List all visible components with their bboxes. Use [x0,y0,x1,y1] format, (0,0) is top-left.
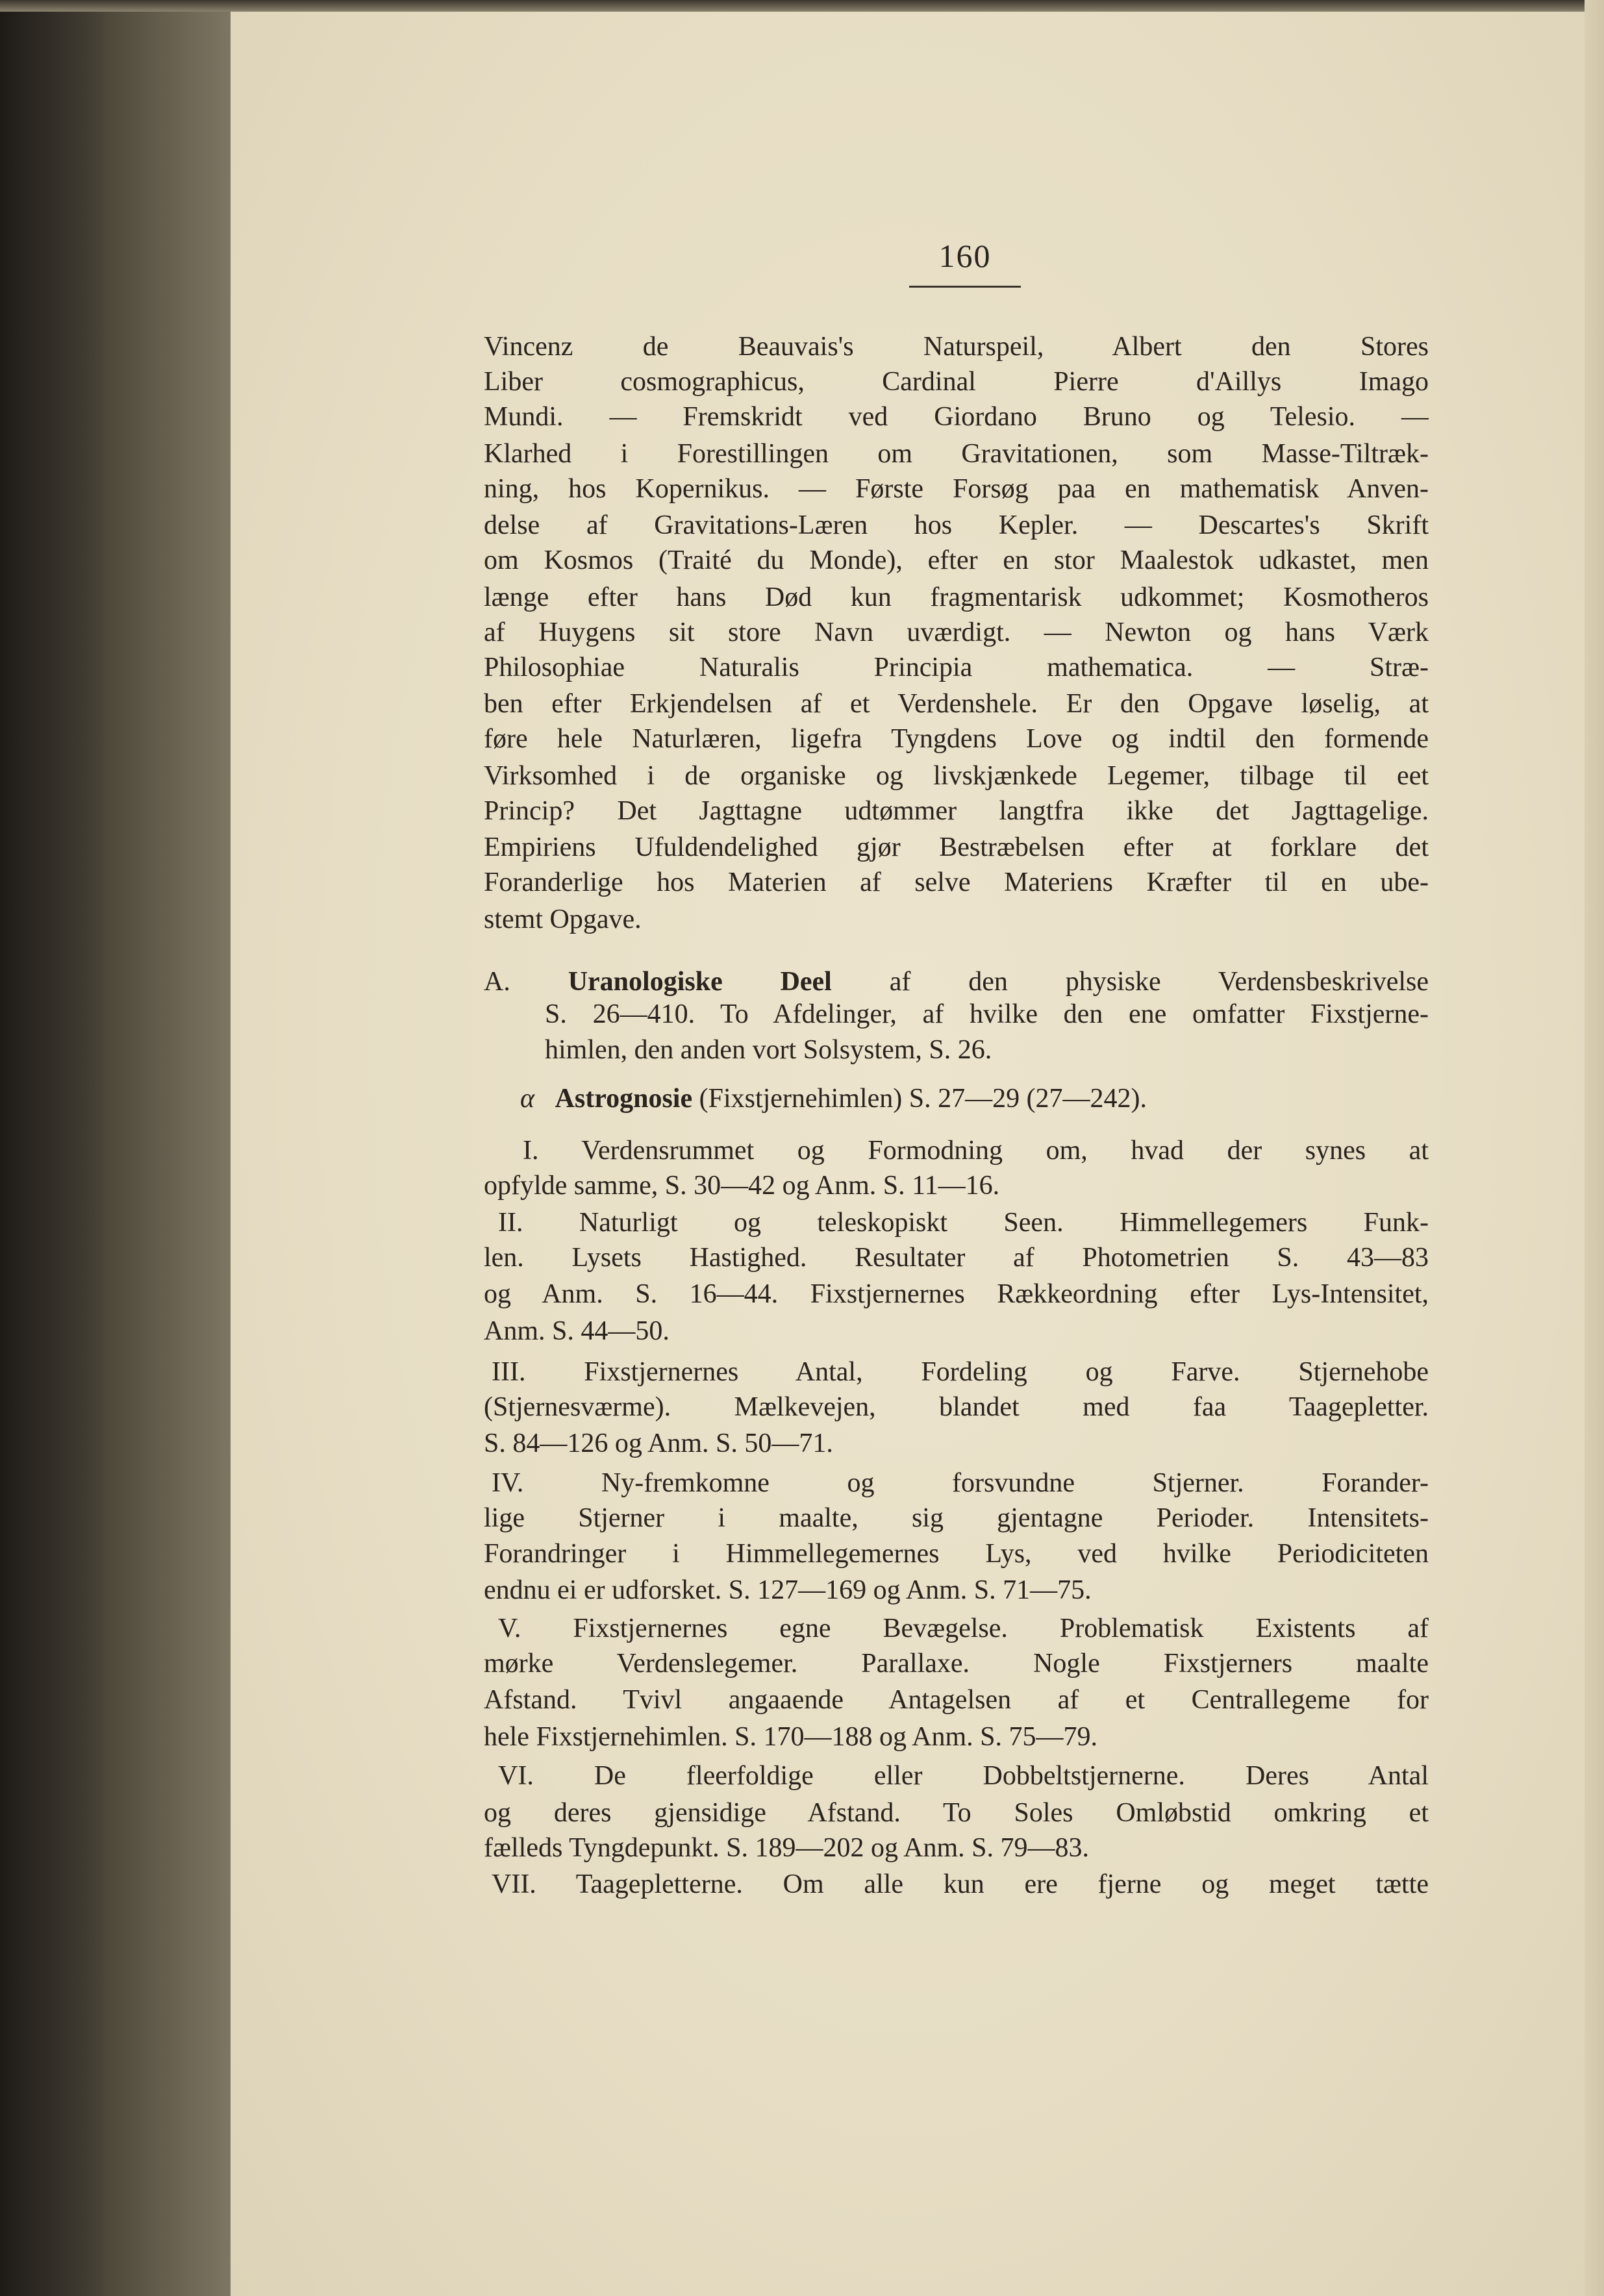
entry-line: II. Naturligt og teleskopiskt Seen. Himmellegemers Funk- [498,1208,1429,1238]
text-line: Virksomhed i de organiske og livskjænkede Legemer, tilbage til eet [484,761,1429,791]
entry-line: VII. Taagepletterne. Om alle kun ere fjerne og meget tætte [492,1869,1429,1899]
subsection-title: Astrognosie [555,1084,693,1114]
entry-line: mørke Verdenslegemer. Parallaxe. Nogle Fixstjerners maalte [484,1649,1429,1678]
entry-line: (Stjernesværme). Mælkevejen, blandet med faa Taagepletter. [484,1392,1429,1422]
entry-line: lige Stjerner i maalte, sig gjentagne Perioder. Intensitets- [484,1503,1429,1533]
text-line: himlen, den anden vort Solsystem, S. 26. [545,1035,992,1065]
text-line: ning, hos Kopernikus. — Første Forsøg paa en mathematisk Anven- [484,474,1429,504]
text-line: Foranderlige hos Materien af selve Materiens Kræfter til en ube- [484,867,1429,897]
section-a-heading [484,966,1429,998]
text-line: Mundi. — Fremskridt ved Giordano Bruno og Telesio. — [484,402,1429,432]
text-line: længe efter hans Død kun fragmentarisk udkommet; Kosmotheros [484,582,1429,612]
text-line: Klarhed i Forestillingen om Gravitationen, som Masse-Tiltræk- [484,439,1429,469]
text-line: Vincenz de Beauvais's Naturspeil, Albert den Stores [484,332,1429,362]
entry-line: endnu ei er udforsket. S. 127—169 og Anm. S. 71—75. [484,1575,1092,1605]
entry-line: IV. Ny-fremkomne og forsvundne Stjerner. Forander- [492,1468,1429,1498]
section-title: Uranologiske Deel [568,967,832,997]
text-line: om Kosmos (Traité du Monde), efter en stor Maalestok udkastet, men [484,545,1429,575]
entry-line: I. Verdensrummet og Formodning om, hvad der synes at [523,1136,1429,1166]
entry-line: Forandringer i Himmellegemernes Lys, ved hvilke Periodiciteten [484,1539,1429,1569]
subsection-alpha-heading [520,1082,1147,1115]
subsection-subtitle: (Fixstjernehimlen) S. 27—29 (27—242). [699,1084,1147,1114]
page-number: 160 [938,238,992,274]
entry-line: hele Fixstjernehimlen. S. 170—188 og Anm. S. 75—79. [484,1722,1097,1752]
right-page-edge [1585,0,1604,2296]
entry-line: VI. De fleerfoldige eller Dobbeltstjernerne. Deres Antal [498,1761,1429,1791]
text-line: Philosophiae Naturalis Principia mathematica. — Stræ- [484,653,1429,682]
text-line: stemt Opgave. [484,905,642,934]
page-number-rule [909,286,1021,288]
entry-line: V. Fixstjernernes egne Bevægelse. Problematisk Existents af [498,1614,1429,1643]
entry-line: og deres gjensidige Afstand. To Soles Omløbstid omkring et [484,1798,1429,1828]
text-line: delse af Gravitations-Læren hos Kepler. — Descartes's Skrift [484,510,1429,540]
section-subtitle: af den physiske Verdensbeskrivelse [889,967,1429,997]
text-line: af Huygens sit store Navn uværdigt. — Newton og hans Værk [484,618,1429,647]
page-stack-edge [104,0,231,2296]
entry-line: fælleds Tyngdepunkt. S. 189—202 og Anm. S. 79—83. [484,1833,1089,1863]
entry-line: opfylde samme, S. 30—42 og Anm. S. 11—16. [484,1171,1000,1201]
entry-line: len. Lysets Hastighed. Resultater af Photometrien S. 43—83 [484,1243,1429,1273]
entry-line: og Anm. S. 16—44. Fixstjernernes Rækkeordning efter Lys-Intensitet, [484,1279,1429,1309]
top-edge [0,0,1604,12]
section-marker: A. [484,967,510,997]
entry-line: Afstand. Tvivl angaaende Antagelsen af et Centrallegeme for [484,1685,1429,1715]
book-binding [0,0,104,2296]
text-line: Empiriens Ufuldendelighed gjør Bestræbelsen efter at forklare det [484,832,1429,862]
text-line: ben efter Erkjendelsen af et Verdenshele. Er den Opgave løselig, at [484,689,1429,719]
text-line: Princip? Det Jagttagne udtømmer langtfra ikke det Jagttagelige. [484,796,1429,826]
text-line: føre hele Naturlæren, ligefra Tyngdens Love og indtil den formende [484,724,1429,754]
entry-line: Anm. S. 44—50. [484,1316,670,1346]
entry-line: III. Fixstjernernes Antal, Fordeling og Farve. Stjernehobe [492,1357,1429,1387]
text-line: S. 26—410. To Afdelinger, af hvilke den ene omfatter Fixstjerne- [545,999,1429,1029]
text-line: Liber cosmographicus, Cardinal Pierre d'Aillys Imago [484,367,1429,397]
subsection-marker: α [520,1084,535,1114]
entry-line: S. 84—126 og Anm. S. 50—71. [484,1429,833,1458]
